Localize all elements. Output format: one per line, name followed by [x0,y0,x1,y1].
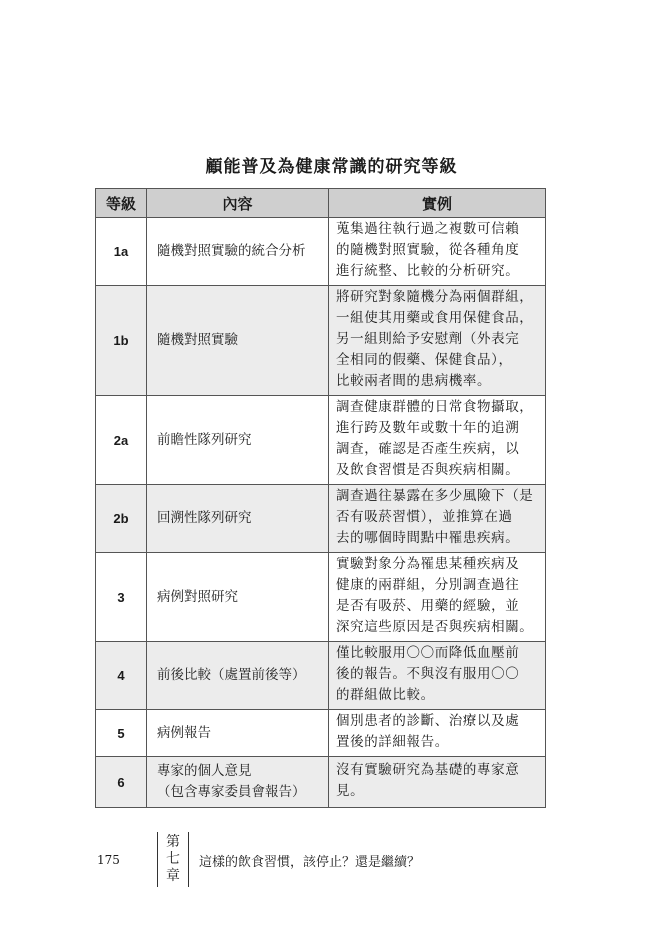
grade-example [329,642,546,710]
example-line: 比較兩者間的患病機率。 [336,373,492,389]
chapter-char: 七 [166,851,180,867]
example-line: 沒有實驗研究為基礎的專家意 [336,762,520,778]
grade-content [147,286,329,396]
example-line: 深究這些原因是否與疾病相關。 [336,619,534,635]
grade-example [329,396,546,485]
example-line: 調查健康群體的日常食物攝取， [336,399,534,415]
table-row [96,396,546,485]
example-line: 調查，確認是否產生疾病，以 [336,441,520,457]
example-line: 蒐集過往執行過之複數可信賴 [336,221,520,237]
example-line: 見。 [336,783,365,799]
example-line: 另一組則給予安慰劑（外表完 [336,331,520,347]
example-line: 否有吸菸習慣），並推算在過 [336,509,513,525]
grade-example [329,485,546,553]
example-line: 全相同的假藥、保健食品）， [336,352,513,368]
example-line: 實驗對象分為罹患某種疾病及 [336,556,520,572]
example-line: 調查過往暴露在多少風險下（是 [336,488,534,504]
content-line: 專家的個人意見 [157,763,252,779]
header-example: 實例 [329,189,546,218]
grade-level: 3 [96,553,147,642]
grade-content [147,396,329,485]
grade-example [329,286,546,396]
grade-content [147,485,329,553]
page-number: 175 [97,853,120,867]
header-level: 等級 [96,189,147,218]
grade-example [329,553,546,642]
grade-level: 2b [96,485,147,553]
grade-content [147,710,329,757]
header-content: 內容 [147,189,329,218]
grade-example [329,757,546,808]
research-grade-table [95,188,546,808]
example-line: 的群組做比較。 [336,687,435,703]
example-line: 去的哪個時間點中罹患疾病。 [336,530,520,546]
grade-content [147,218,329,286]
content-line: 病例對照研究 [157,588,238,605]
example-line: 個別患者的診斷、治療以及處 [336,713,520,729]
example-line: 置後的詳細報告。 [336,734,449,750]
grade-example [329,710,546,757]
example-line: 將研究對象隨機分為兩個群組， [336,289,534,305]
example-line: 的隨機對照實驗，從各種角度 [336,242,520,258]
chapter-label [157,832,189,887]
table-row [96,710,546,757]
table-row [96,485,546,553]
example-line: 及飲食習慣是否與疾病相關。 [336,462,520,478]
example-line: 僅比較服用〇〇而降低血壓前 [336,645,520,661]
grade-level: 6 [96,757,147,808]
table-row [96,286,546,396]
content-line: 隨機對照實驗 [157,332,238,348]
grade-content [147,553,329,642]
table-row [96,757,546,808]
content-line: 前後比較（處置前後等） [157,667,306,683]
content-line: 前瞻性隊列研究 [157,431,252,448]
grade-level: 4 [96,642,147,710]
chapter-char: 第 [166,834,180,850]
grade-content [147,642,329,710]
table-row [96,553,546,642]
page-title: 顧能普及為健康常識的研究等級 [205,157,458,177]
table-row [96,218,546,286]
example-line: 進行跨及數年或數十年的追溯 [336,420,520,436]
grade-level: 2a [96,396,147,485]
content-line: 回溯性隊列研究 [157,510,252,526]
content-line: 隨機對照實驗的統合分析 [157,243,306,259]
example-line: 是否有吸菸、用藥的經驗，並 [336,598,520,614]
example-line: 一組使其用藥或食用保健食品， [336,310,534,326]
example-line: 健康的兩群組，分別調查過往 [336,577,520,593]
table-header-row [96,189,546,218]
book-title: 這樣的飲食習慣，該停止？還是繼續？ [199,855,421,870]
example-line: 後的報告。不與沒有服用〇〇 [336,666,520,682]
chapter-char: 章 [166,868,180,884]
table-row [96,642,546,710]
content-line: （包含專家委員會報告） [157,784,306,800]
example-line: 進行統整、比較的分析研究。 [336,263,520,279]
grade-content [147,757,329,808]
grade-example [329,218,546,286]
grade-level: 5 [96,710,147,757]
grade-level: 1a [96,218,147,286]
content-line: 病例報告 [157,724,211,741]
grade-level: 1b [96,286,147,396]
